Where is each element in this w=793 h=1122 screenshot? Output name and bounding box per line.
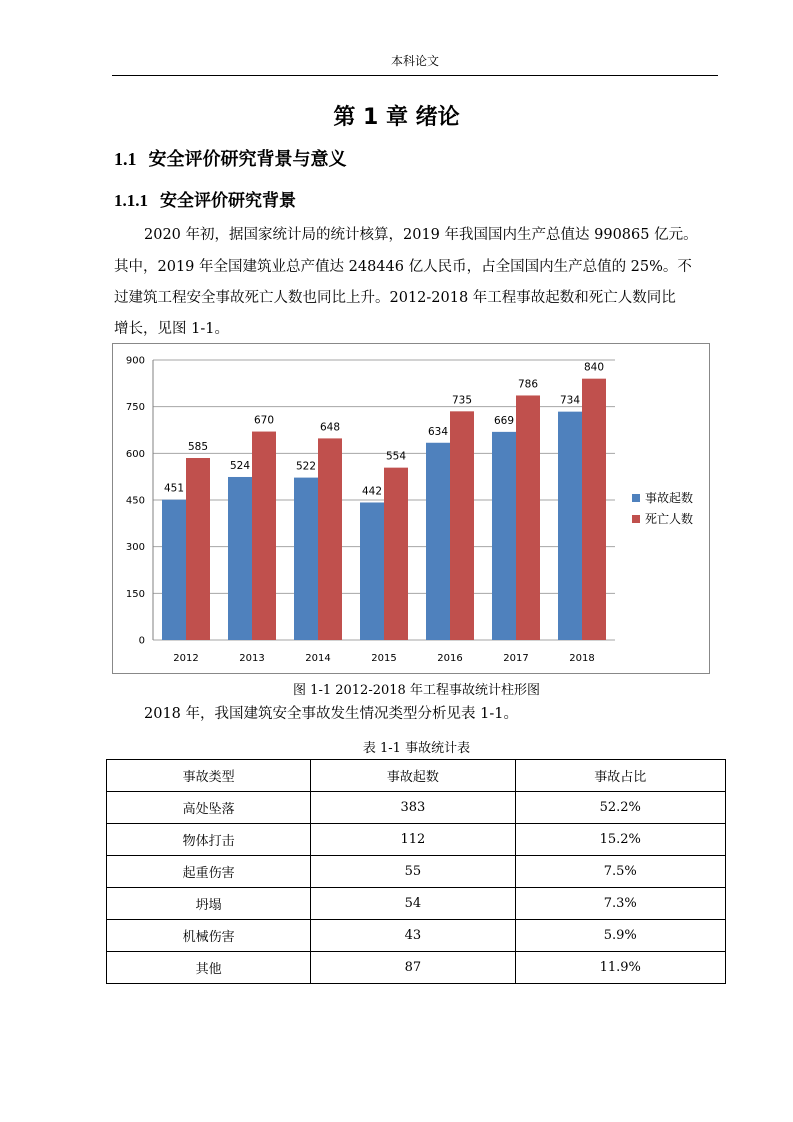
legend-label: 事故起数	[645, 491, 694, 505]
data-label: 670	[253, 414, 275, 427]
table-cell: 15.2%	[515, 824, 725, 856]
subsection-heading	[114, 186, 296, 211]
subsection-title: 安全评价研究背景	[160, 191, 296, 211]
table-cell: 物体打击	[107, 824, 311, 856]
table-row	[107, 792, 726, 824]
bar	[450, 411, 474, 640]
y-tick-label: 900	[125, 355, 145, 367]
running-header: 本科论文	[112, 52, 718, 76]
section-number: 1.1	[114, 149, 137, 169]
bar	[252, 432, 276, 640]
paragraph-line: 过建筑工程安全事故死亡人数也同比上升。2012-2018 年工程事故起数和死亡人数同比	[114, 290, 676, 306]
table-row	[107, 952, 726, 984]
bar	[426, 443, 450, 640]
data-label: 524	[229, 459, 251, 472]
legend-swatch	[632, 515, 640, 523]
paragraph-line: 增长，见图 1-1。	[114, 321, 229, 337]
table-cell: 54	[311, 888, 515, 920]
table-header-cell: 事故类型	[107, 760, 311, 792]
table-header-row	[107, 760, 726, 792]
x-tick-label: 2013	[239, 653, 265, 664]
x-tick-label: 2016	[437, 653, 463, 664]
section-heading	[114, 145, 347, 171]
y-tick-label: 450	[125, 495, 145, 507]
bar	[186, 458, 210, 640]
table-cell: 5.9%	[515, 920, 725, 952]
y-tick-label: 600	[125, 448, 145, 460]
x-tick-label: 2014	[305, 653, 331, 664]
table-cell: 7.3%	[515, 888, 725, 920]
data-label: 735	[451, 394, 473, 407]
table-cell: 高处坠落	[107, 792, 311, 824]
table-cell: 87	[311, 952, 515, 984]
legend-label: 死亡人数	[645, 512, 694, 526]
data-label: 786	[517, 378, 539, 391]
table-header-cell: 事故起数	[311, 760, 515, 792]
table-cell: 52.2%	[515, 792, 725, 824]
figure-caption: 图 1-1 2012-2018 年工程事故统计柱形图	[293, 683, 540, 698]
bar	[582, 379, 606, 640]
table-row	[107, 856, 726, 888]
table-cell: 383	[311, 792, 515, 824]
bar	[162, 500, 186, 640]
table-cell: 起重伤害	[107, 856, 311, 888]
bar	[228, 477, 252, 640]
bar	[360, 502, 384, 640]
paragraph-line: 其中，2019 年全国建筑业总产值达 248446 亿人民币，占全国国内生产总值的 25%。不	[114, 259, 692, 275]
table-cell: 机械伤害	[107, 920, 311, 952]
y-tick-label: 150	[125, 588, 145, 600]
x-tick-label: 2018	[569, 653, 595, 664]
bar	[318, 438, 342, 640]
legend-swatch	[632, 494, 640, 502]
data-label: 554	[385, 450, 407, 463]
table-cell: 55	[311, 856, 515, 888]
paragraph-line: 2020 年初，据国家统计局的统计核算，2019 年我国国内生产总值达 990865 亿元。	[144, 227, 698, 243]
bar	[492, 432, 516, 640]
table-caption: 表 1-1 事故统计表	[362, 741, 471, 756]
data-label: 522	[295, 460, 317, 473]
x-tick-label: 2017	[503, 653, 529, 664]
data-label: 648	[319, 421, 341, 434]
table-cell: 43	[311, 920, 515, 952]
table-row	[107, 888, 726, 920]
table-row	[107, 824, 726, 856]
table-cell: 11.9%	[515, 952, 725, 984]
data-label: 451	[163, 482, 185, 495]
chapter-title: 第 1 章 绪论	[333, 105, 460, 130]
y-tick-label: 300	[125, 542, 145, 554]
data-label: 634	[427, 425, 449, 438]
bar	[294, 478, 318, 640]
table-cell: 112	[311, 824, 515, 856]
table-cell: 7.5%	[515, 856, 725, 888]
x-tick-label: 2015	[371, 653, 397, 664]
data-label: 669	[493, 414, 515, 427]
section-title: 安全评价研究背景与意义	[148, 149, 347, 170]
table-header-cell: 事故占比	[515, 760, 725, 792]
y-tick-label: 750	[125, 402, 145, 414]
bar-chart-svg	[113, 344, 711, 675]
x-tick-label: 2012	[173, 653, 199, 664]
data-label: 840	[583, 361, 605, 374]
table-row	[107, 920, 726, 952]
bar-chart	[112, 343, 710, 674]
table-cell: 坍塌	[107, 888, 311, 920]
paragraph-2: 2018 年，我国建筑安全事故发生情况类型分析见表 1-1。	[144, 706, 518, 722]
data-label: 585	[187, 441, 209, 453]
data-label: 734	[559, 394, 581, 407]
bar	[558, 412, 582, 640]
bar	[516, 395, 540, 640]
accident-table	[106, 759, 726, 984]
subsection-number: 1.1.1	[114, 191, 148, 210]
table-cell: 其他	[107, 952, 311, 984]
data-label: 442	[361, 485, 383, 498]
y-tick-label: 0	[138, 635, 145, 647]
bar	[384, 468, 408, 640]
